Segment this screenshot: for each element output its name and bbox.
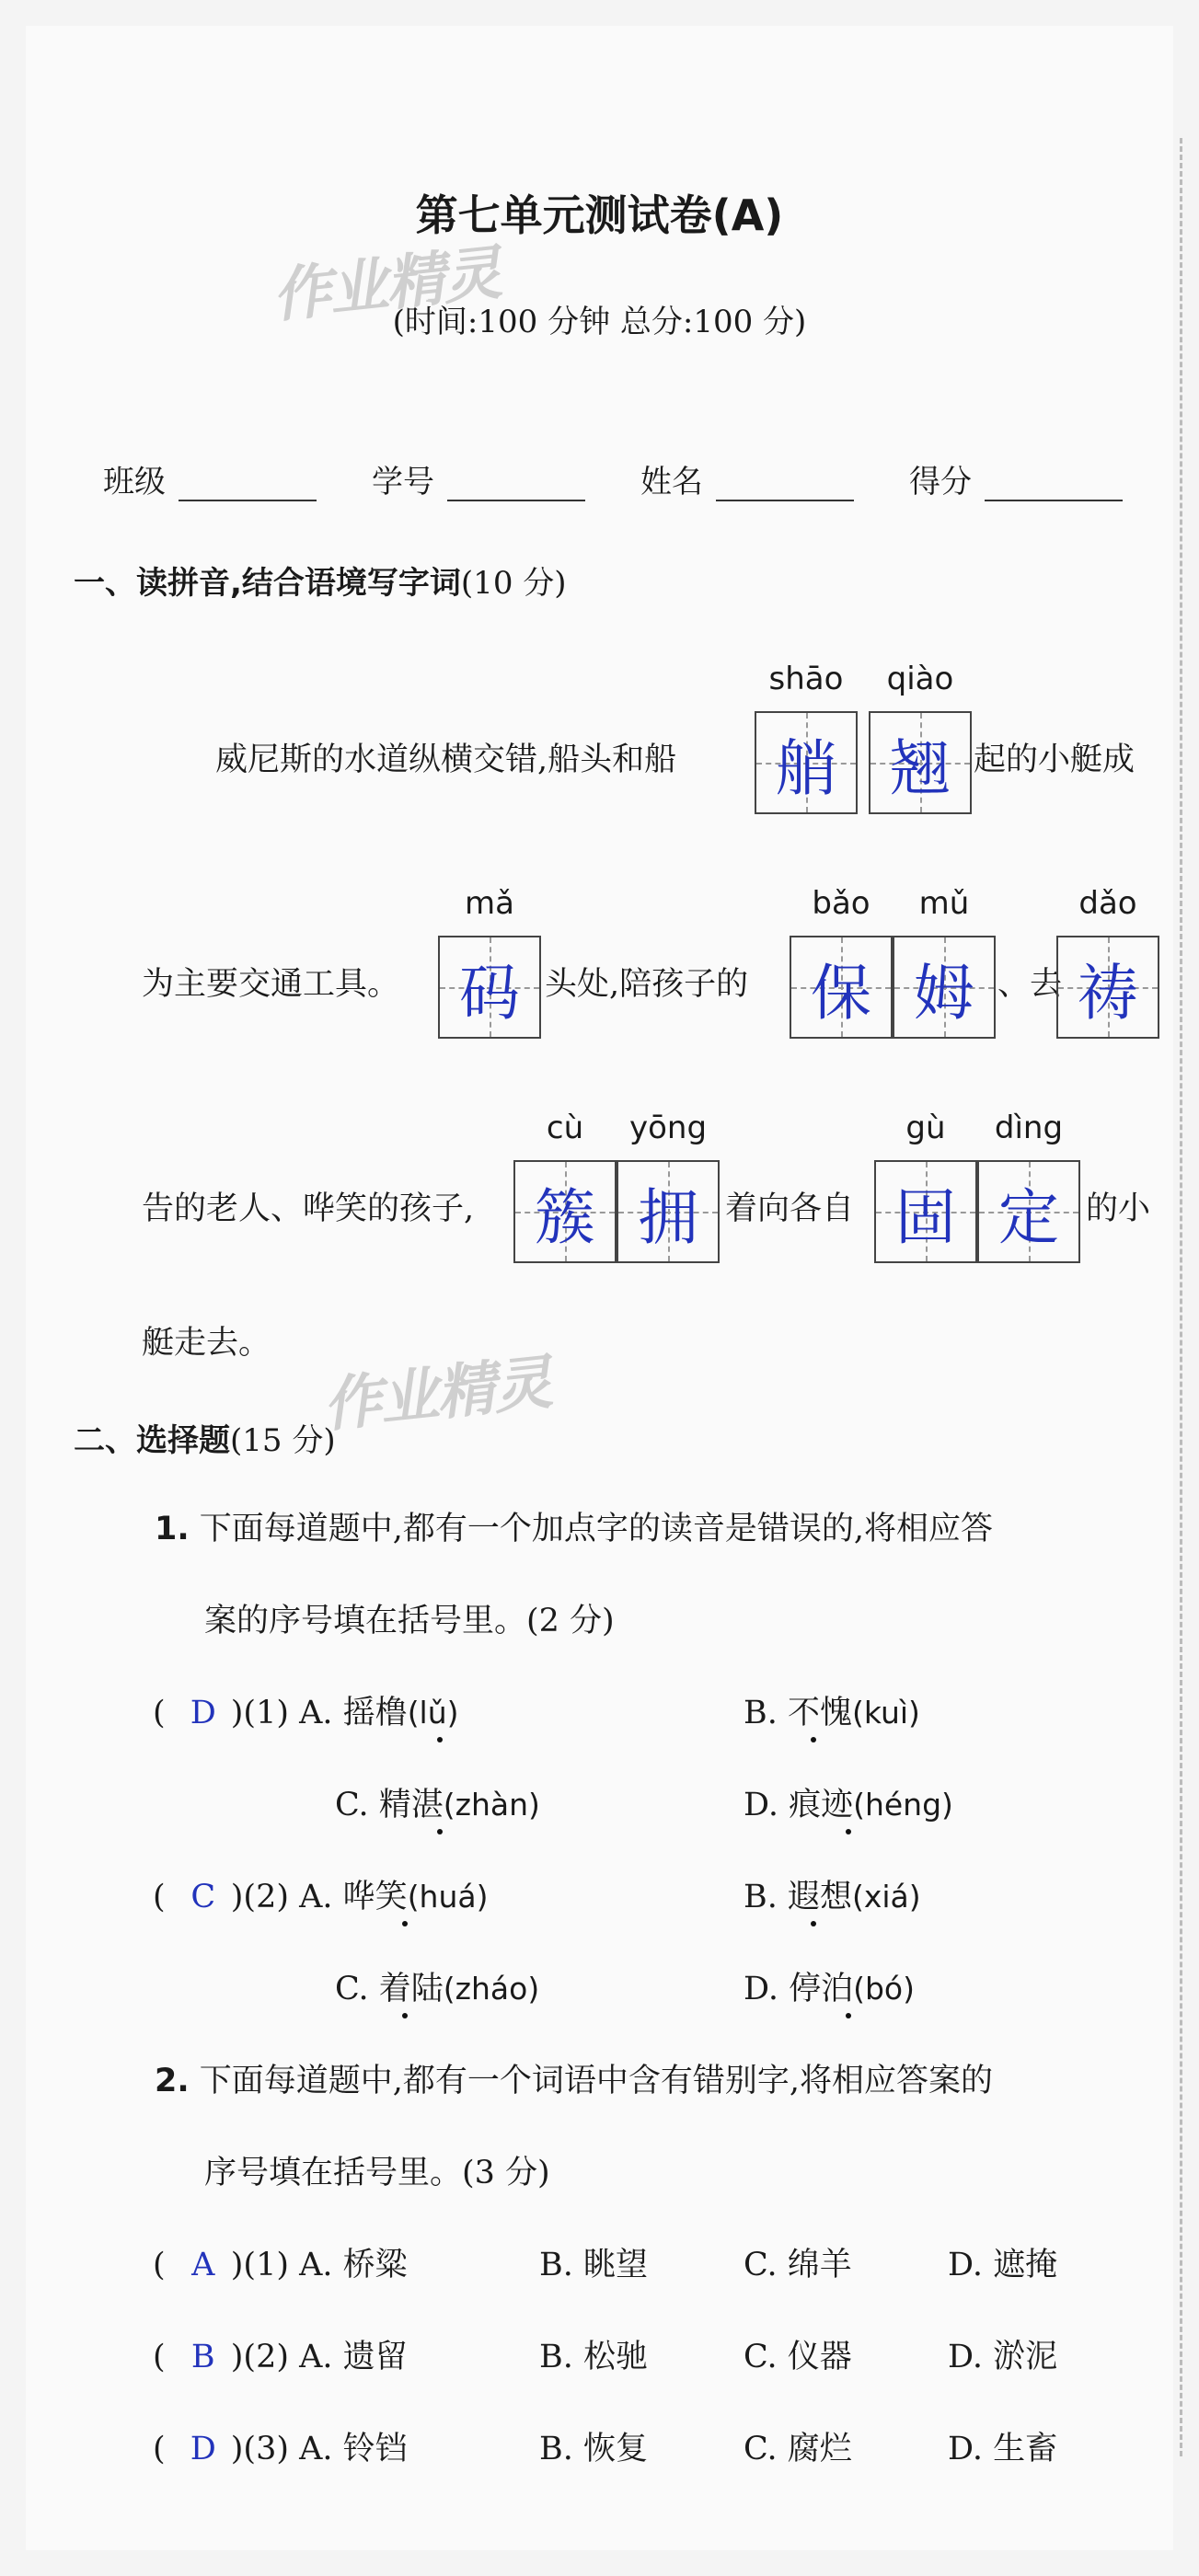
section-2-heading [74,1415,336,1460]
char-answer-8: 拥 [638,1181,698,1253]
section-1-points: (10 分) [460,565,567,602]
pinyin-2: qiào [886,661,954,697]
pinyin-9: gù [905,1110,946,1146]
page [26,26,1173,2550]
pinyin-5: mǔ [918,885,970,922]
q1-item-1-option-d: D. 痕迹 [744,1787,854,1823]
pinyin-10: dìng [994,1110,1064,1146]
passage-text-4: 头处,陪孩子的 [545,966,749,1003]
char-box-5[interactable] [893,936,996,1039]
q2-item-1-option-b: B. 眺望 [539,2247,648,2283]
passage-text-8: 的小 [1086,1190,1151,1227]
q1-item-2-option-a-pinyin: (huá) [407,1879,489,1915]
q2-item-2-option-b: B. 松驰 [539,2339,648,2375]
q2-item-1-option-a: A. 桥粱 [299,2247,408,2283]
score-field [909,456,1123,501]
char-box-1[interactable] [755,711,858,814]
passage-text-1: 威尼斯的水道纵横交错,船头和船 [215,742,677,778]
q2-item-3-option-d: D. 生畜 [948,2431,1058,2467]
q2-item-2: ( B )(2) A. 遗留 [153,2339,408,2375]
score-label: 得分 [909,464,972,500]
passage-text-5: 、去 [997,966,1063,1003]
q1-item-2-option-d-pinyin: (bó) [853,1971,915,2007]
section-2-title: 二、选择题 [74,1422,230,1459]
q2-item-2-option-c: C. 仪器 [744,2339,852,2375]
char-box-10[interactable] [977,1160,1080,1263]
pinyin-3: mǎ [465,885,514,922]
q1-item-1-label: )(1) [230,1695,290,1731]
question-2-line-2: 序号填在括号里。(3 分) [204,2155,550,2191]
q2-item-3-option-b: B. 恢复 [539,2431,648,2467]
section-1-title: 一、读拼音,结合语境写字词 [74,565,461,602]
q1-item-1-d [744,1779,953,1825]
q1-item-1: ( D )(1) A. 摇橹(lǔ) [153,1695,459,1731]
pinyin-7: cù [546,1110,584,1146]
number-label: 学号 [372,464,434,500]
binding-line [1180,138,1182,2456]
number-field [372,456,585,501]
q1-item-2-b [744,1871,921,1917]
question-1-line-2: 案的序号填在括号里。(2 分) [204,1603,615,1639]
name-blank[interactable] [716,472,854,501]
q1-item-2-option-d: D. 停泊 [744,1971,854,2007]
q2-item-3-label: )(3) [230,2431,290,2467]
q1-item-1-option-a-pinyin: (lǔ) [407,1695,459,1731]
q1-item-2-answer[interactable]: C [190,1879,216,1915]
score-blank[interactable] [985,472,1123,501]
section-1-heading [74,558,567,603]
q2-item-3-option-a: A. 铃铛 [299,2431,408,2467]
char-answer-5: 姆 [914,957,974,1029]
q2-item-2-label: )(2) [230,2339,290,2375]
q1-item-2: ( C )(2) A. 哗笑(huá) [153,1879,489,1915]
page-title: 第七单元测试卷(A) [415,190,784,240]
class-label: 班级 [103,464,166,500]
emphasis-dot [811,1737,816,1742]
pinyin-1: shāo [768,661,844,697]
name-label: 姓名 [640,464,703,500]
number-blank[interactable] [447,472,585,501]
q1-item-1-option-c-pinyin: (zhàn) [443,1787,540,1823]
emphasis-dot [846,2013,851,2018]
char-box-4[interactable] [790,936,893,1039]
class-field [103,456,317,501]
q2-item-3: ( D )(3) A. 铃铛 [153,2431,408,2467]
q1-item-1-b [744,1687,920,1733]
emphasis-dot [402,1921,408,1926]
q1-item-1-option-a: A. 摇橹 [299,1695,408,1731]
char-answer-3: 码 [459,957,520,1029]
q1-item-2-option-c: C. 着陆 [335,1971,444,2007]
passage-text-9: 艇走去。 [142,1325,271,1362]
char-answer-1: 艄 [776,732,836,804]
q2-item-2-option-d: D. 淤泥 [948,2339,1058,2375]
question-1-line-1: 下面每道题中,都有一个加点字的读音是错误的,将相应答 [199,1511,994,1547]
emphasis-dot [846,1829,851,1834]
q1-item-2-option-c-pinyin: (zháo) [443,1971,540,2007]
section-2-points: (15 分) [230,1422,336,1459]
passage-text-2: 起的小艇成 [974,742,1136,778]
emphasis-dot [402,2013,408,2018]
q2-item-2-answer[interactable]: B [190,2339,215,2375]
q1-item-2-option-b-pinyin: (xiá) [851,1879,921,1915]
q1-item-2-option-a: A. 哗笑 [299,1879,408,1915]
q1-item-2-label: )(2) [230,1879,290,1915]
char-answer-4: 保 [811,957,871,1029]
char-box-9[interactable] [874,1160,977,1263]
char-answer-2: 翘 [890,732,951,804]
pinyin-6: dǎo [1078,885,1137,922]
q1-item-1-option-d-pinyin: (héng) [853,1787,953,1823]
q2-item-1-answer[interactable]: A [191,2247,215,2283]
q2-item-1: ( A )(1) A. 桥粱 [153,2247,408,2283]
emphasis-dot [437,1737,443,1742]
question-2 [155,2055,993,2101]
char-answer-6: 祷 [1078,957,1138,1029]
name-field [640,456,854,501]
char-box-3[interactable] [438,936,541,1039]
q2-item-3-option-c: C. 腐烂 [744,2431,852,2467]
question-2-line-1: 下面每道题中,都有一个词语中含有错别字,将相应答案的 [199,2063,994,2099]
char-box-2[interactable] [869,711,972,814]
emphasis-dot [437,1829,443,1834]
q2-item-1-option-c: C. 绵羊 [744,2247,852,2283]
q1-item-1-answer[interactable]: D [190,1695,216,1731]
q1-item-1-c [335,1779,540,1825]
q2-item-1-option-d: D. 遮掩 [948,2247,1058,2283]
char-answer-10: 定 [998,1181,1059,1253]
passage-text-6: 告的老人、哗笑的孩子, [142,1190,475,1227]
class-blank[interactable] [179,472,317,501]
q2-item-1-label: )(1) [230,2247,290,2283]
question-1-number: 1. [155,1511,190,1547]
passage-text-7: 着向各自 [725,1190,855,1227]
emphasis-dot [811,1921,816,1926]
watermark-2: 作业精灵 [319,1349,554,1441]
page-subtitle: (时间:100 分钟 总分:100 分) [392,304,807,340]
char-box-8[interactable] [617,1160,720,1263]
pinyin-8: yōng [628,1110,708,1146]
q1-item-1-option-c: C. 精湛 [335,1787,444,1823]
question-1 [155,1503,993,1549]
q1-item-1-option-b-pinyin: (kuì) [851,1695,920,1731]
char-answer-9: 固 [895,1181,956,1253]
char-box-7[interactable] [513,1160,617,1263]
q1-item-1-option-b: B. 不愧 [744,1695,852,1731]
passage-text-3: 为主要交通工具。 [142,966,400,1003]
pinyin-4: bǎo [812,885,870,922]
q1-item-2-d [744,1963,915,2009]
question-2-number: 2. [155,2063,190,2099]
q1-item-2-option-b: B. 遐想 [744,1879,852,1915]
q1-item-2-c [335,1963,539,2009]
q2-item-3-answer[interactable]: D [190,2431,216,2467]
watermark: 作业精灵 [269,239,503,331]
char-answer-7: 簇 [535,1181,595,1253]
char-box-6[interactable] [1056,936,1159,1039]
q2-item-2-option-a: A. 遗留 [299,2339,408,2375]
